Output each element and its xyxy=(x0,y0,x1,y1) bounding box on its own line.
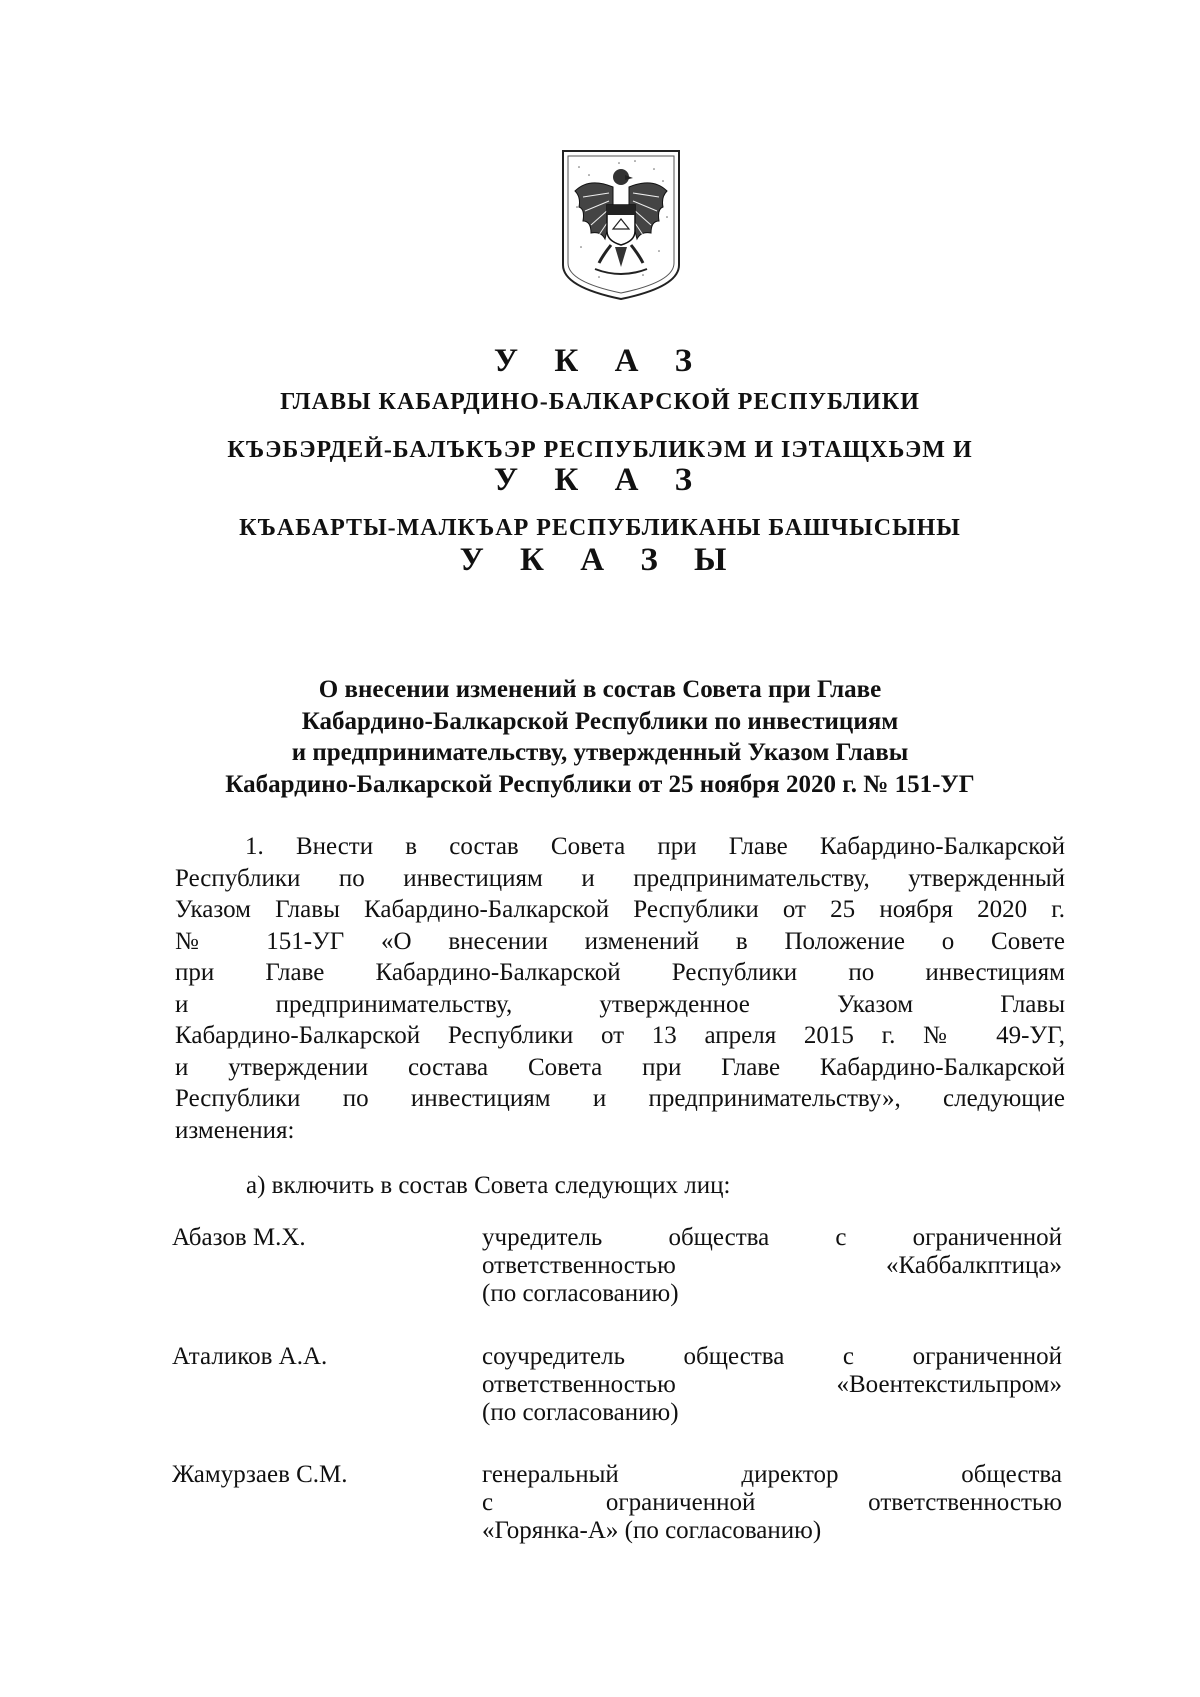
role-line: генеральный директор общества xyxy=(482,1461,1062,1488)
role-line: (по согласованию) xyxy=(482,1399,679,1426)
decree-heading-balkar: У К А З Ы xyxy=(459,542,741,578)
paragraph-line: Указом Главы Кабардино-Балкарской Республики от 25 ноября 2020 г. xyxy=(175,896,1065,923)
member-name: Жамурзаев С.М. xyxy=(172,1461,348,1488)
coat-of-arms-emblem xyxy=(559,147,683,302)
member-role xyxy=(482,1343,1062,1427)
role-line: «Горянка-А» (по согласованию) xyxy=(482,1517,822,1544)
title-line: Кабардино-Балкарской Республики по инвестициям xyxy=(301,707,899,735)
paragraph-line: изменения: xyxy=(175,1116,295,1144)
paragraph-line: при Главе Кабардино-Балкарской Республики по инвестициям xyxy=(175,959,1065,986)
decree-heading: У К А З xyxy=(493,343,707,379)
paragraph-line: и предпринимательству, утвержденное Указом Главы xyxy=(175,990,1065,1018)
paragraph-line: Республики по инвестициям и предпринимательству», следующие xyxy=(175,1085,1065,1112)
member-name: Абазов М.Х. xyxy=(172,1224,306,1251)
role-line: учредитель общества с ограниченной xyxy=(482,1224,1062,1251)
issuer-line-kabardian: КЪЭБЭРДЕЙ-БАЛЪКЪЭР РЕСПУБЛИКЭМ И IЭТАЩХЬЭМ И xyxy=(227,437,973,463)
issuer-line-balkar: КЪАБАРТЫ-МАЛКЪАР РЕСПУБЛИКАНЫ БАШЧЫСЫНЫ xyxy=(239,515,961,541)
member-name: Аталиков А.А. xyxy=(172,1343,328,1370)
title-line: Кабардино-Балкарской Республики от 25 ноября 2020 г. № 151-УГ xyxy=(225,770,975,798)
issuer-line-russian: ГЛАВЫ КАБАРДИНО-БАЛКАРСКОЙ РЕСПУБЛИКИ xyxy=(280,389,920,415)
decree-paragraph-1 xyxy=(175,831,1065,1146)
member-role xyxy=(482,1224,1062,1308)
role-line: соучредитель общества с ограниченной xyxy=(482,1343,1062,1370)
role-line: ответственностью «Каббалкптица» xyxy=(482,1252,1062,1279)
decree-title xyxy=(160,674,1040,800)
member-role xyxy=(482,1461,1062,1545)
paragraph-line: № 151-УГ «О внесении изменений в Положение о Совете xyxy=(175,927,1065,955)
role-line: (по согласованию) xyxy=(482,1280,679,1307)
paragraph-line: Республики по инвестициям и предпринимательству, утвержденный xyxy=(175,864,1065,892)
subitem-a: а) включить в состав Совета следующих лиц: xyxy=(246,1172,731,1199)
role-line: с ограниченной ответственностью xyxy=(482,1489,1062,1516)
decree-heading-kabardian: У К А З xyxy=(493,462,707,498)
paragraph-line: Кабардино-Балкарской Республики от 13 апреля 2015 г. № 49-УГ, xyxy=(175,1022,1065,1049)
title-line: О внесении изменений в состав Совета при Главе xyxy=(318,676,882,703)
paragraph-line: 1. Внести в состав Совета при Главе Кабардино-Балкарской xyxy=(245,833,1065,860)
role-line: ответственностью «Воентекстильпром» xyxy=(482,1371,1062,1398)
title-line: и предпринимательству, утвержденный Указом Главы xyxy=(291,739,909,766)
eagle-shield-icon xyxy=(559,147,683,302)
paragraph-line: и утверждении состава Совета при Главе Кабардино-Балкарской xyxy=(175,1053,1065,1081)
